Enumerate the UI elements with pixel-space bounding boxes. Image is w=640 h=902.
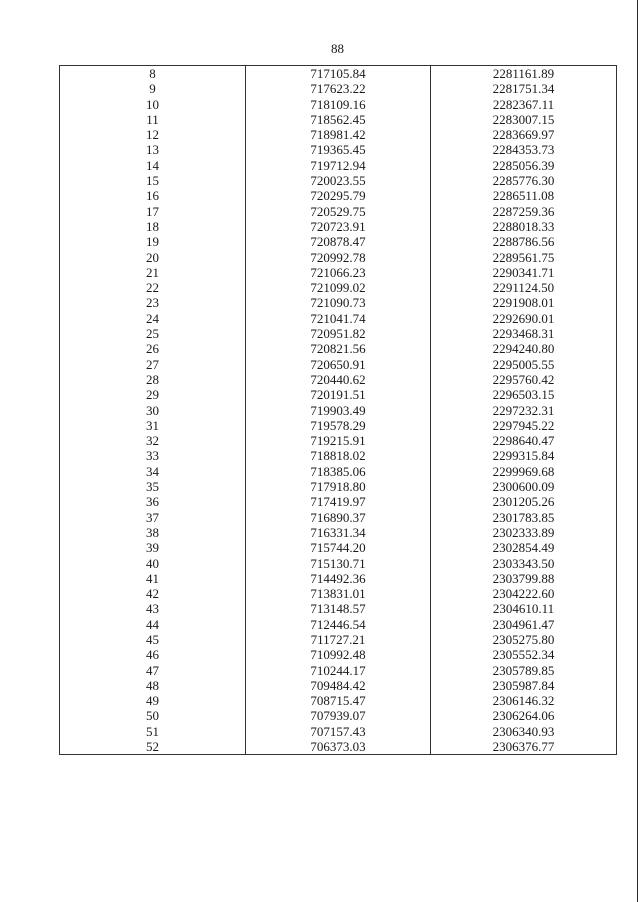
- point-number-cell: 32: [60, 433, 246, 448]
- point-number-cell: 49: [60, 693, 246, 708]
- point-number-cell: 12: [60, 127, 246, 142]
- table-row: [60, 188, 617, 203]
- y-coordinate-cell: 2282367.11: [431, 97, 617, 112]
- y-coordinate-cell: 2297232.31: [431, 403, 617, 418]
- x-coordinate-cell: 718981.42: [246, 127, 431, 142]
- table-row: [60, 433, 617, 448]
- x-coordinate-cell: 718818.02: [246, 448, 431, 463]
- x-coordinate-cell: 712446.54: [246, 617, 431, 632]
- y-coordinate-cell: 2297945.22: [431, 418, 617, 433]
- y-coordinate-cell: 2291124.50: [431, 280, 617, 295]
- y-coordinate-cell: 2285776.30: [431, 173, 617, 188]
- y-coordinate-cell: 2300600.09: [431, 479, 617, 494]
- x-coordinate-cell: 720878.47: [246, 234, 431, 249]
- point-number-cell: 10: [60, 97, 246, 112]
- x-coordinate-cell: 718109.16: [246, 97, 431, 112]
- page-number: 88: [331, 41, 344, 56]
- point-number-cell: 36: [60, 494, 246, 509]
- x-coordinate-cell: 721041.74: [246, 311, 431, 326]
- y-coordinate-cell: 2306376.77: [431, 739, 617, 755]
- x-coordinate-cell: 720723.91: [246, 219, 431, 234]
- y-coordinate-cell: 2285056.39: [431, 158, 617, 173]
- point-number-cell: 47: [60, 663, 246, 678]
- y-coordinate-cell: 2287259.36: [431, 204, 617, 219]
- point-number-cell: 43: [60, 601, 246, 616]
- y-coordinate-cell: 2288786.56: [431, 234, 617, 249]
- table-row: [60, 326, 617, 341]
- table-row: [60, 158, 617, 173]
- x-coordinate-cell: 720951.82: [246, 326, 431, 341]
- point-number-cell: 44: [60, 617, 246, 632]
- point-number-cell: 51: [60, 724, 246, 739]
- y-coordinate-cell: 2283669.97: [431, 127, 617, 142]
- point-number-cell: 33: [60, 448, 246, 463]
- table-row: [60, 295, 617, 310]
- point-number-cell: 18: [60, 219, 246, 234]
- x-coordinate-cell: 720650.91: [246, 357, 431, 372]
- y-coordinate-cell: 2295005.55: [431, 357, 617, 372]
- y-coordinate-cell: 2286511.08: [431, 188, 617, 203]
- table-row: [60, 678, 617, 693]
- x-coordinate-cell: 715744.20: [246, 540, 431, 555]
- y-coordinate-cell: 2299969.68: [431, 464, 617, 479]
- table-row: [60, 663, 617, 678]
- table-row: [60, 403, 617, 418]
- x-coordinate-cell: 707939.07: [246, 708, 431, 723]
- y-coordinate-cell: 2303799.88: [431, 571, 617, 586]
- y-coordinate-cell: 2293468.31: [431, 326, 617, 341]
- point-number-cell: 9: [60, 81, 246, 96]
- y-coordinate-cell: 2281161.89: [431, 66, 617, 82]
- table-row: [60, 280, 617, 295]
- table-row: [60, 127, 617, 142]
- point-number-cell: 20: [60, 250, 246, 265]
- x-coordinate-cell: 719365.45: [246, 142, 431, 157]
- x-coordinate-cell: 720295.79: [246, 188, 431, 203]
- x-coordinate-cell: 707157.43: [246, 724, 431, 739]
- point-number-cell: 23: [60, 295, 246, 310]
- x-coordinate-cell: 716331.34: [246, 525, 431, 540]
- y-coordinate-cell: 2302333.89: [431, 525, 617, 540]
- table-row: [60, 464, 617, 479]
- table-row: [60, 66, 617, 82]
- y-coordinate-cell: 2306146.32: [431, 693, 617, 708]
- point-number-cell: 22: [60, 280, 246, 295]
- table-row: [60, 556, 617, 571]
- x-coordinate-cell: 721090.73: [246, 295, 431, 310]
- y-coordinate-cell: 2304610.11: [431, 601, 617, 616]
- y-coordinate-cell: 2302854.49: [431, 540, 617, 555]
- point-number-cell: 42: [60, 586, 246, 601]
- table-row: [60, 540, 617, 555]
- table-row: [60, 341, 617, 356]
- point-number-cell: 17: [60, 204, 246, 219]
- x-coordinate-cell: 710992.48: [246, 647, 431, 662]
- x-coordinate-cell: 716890.37: [246, 510, 431, 525]
- table-row: [60, 617, 617, 632]
- y-coordinate-cell: 2284353.73: [431, 142, 617, 157]
- point-number-cell: 24: [60, 311, 246, 326]
- y-coordinate-cell: 2289561.75: [431, 250, 617, 265]
- table-row: [60, 708, 617, 723]
- point-number-cell: 25: [60, 326, 246, 341]
- y-coordinate-cell: 2288018.33: [431, 219, 617, 234]
- y-coordinate-cell: 2305552.34: [431, 647, 617, 662]
- x-coordinate-cell: 717918.80: [246, 479, 431, 494]
- y-coordinate-cell: 2305987.84: [431, 678, 617, 693]
- point-number-cell: 48: [60, 678, 246, 693]
- y-coordinate-cell: 2290341.71: [431, 265, 617, 280]
- y-coordinate-cell: 2295760.42: [431, 372, 617, 387]
- y-coordinate-cell: 2298640.47: [431, 433, 617, 448]
- y-coordinate-cell: 2306340.93: [431, 724, 617, 739]
- x-coordinate-cell: 714492.36: [246, 571, 431, 586]
- x-coordinate-cell: 708715.47: [246, 693, 431, 708]
- table-row: [60, 586, 617, 601]
- y-coordinate-cell: 2301205.26: [431, 494, 617, 509]
- point-number-cell: 28: [60, 372, 246, 387]
- table-row: [60, 234, 617, 249]
- coordinate-table: [59, 65, 617, 755]
- point-number-cell: 13: [60, 142, 246, 157]
- x-coordinate-cell: 720821.56: [246, 341, 431, 356]
- x-coordinate-cell: 720992.78: [246, 250, 431, 265]
- x-coordinate-cell: 719712.94: [246, 158, 431, 173]
- point-number-cell: 38: [60, 525, 246, 540]
- table-row: [60, 372, 617, 387]
- point-number-cell: 19: [60, 234, 246, 249]
- x-coordinate-cell: 719215.91: [246, 433, 431, 448]
- table-row: [60, 387, 617, 402]
- x-coordinate-cell: 717105.84: [246, 66, 431, 82]
- x-coordinate-cell: 715130.71: [246, 556, 431, 571]
- point-number-cell: 26: [60, 341, 246, 356]
- y-coordinate-cell: 2305275.80: [431, 632, 617, 647]
- x-coordinate-cell: 721066.23: [246, 265, 431, 280]
- y-coordinate-cell: 2304222.60: [431, 586, 617, 601]
- y-coordinate-cell: 2305789.85: [431, 663, 617, 678]
- point-number-cell: 50: [60, 708, 246, 723]
- point-number-cell: 40: [60, 556, 246, 571]
- x-coordinate-cell: 719578.29: [246, 418, 431, 433]
- y-coordinate-cell: 2283007.15: [431, 112, 617, 127]
- table-row: [60, 173, 617, 188]
- table-row: [60, 250, 617, 265]
- table-row: [60, 265, 617, 280]
- table-row: [60, 510, 617, 525]
- table-row: [60, 494, 617, 509]
- table-row: [60, 97, 617, 112]
- y-coordinate-cell: 2291908.01: [431, 295, 617, 310]
- point-number-cell: 8: [60, 66, 246, 82]
- y-coordinate-cell: 2306264.06: [431, 708, 617, 723]
- table-row: [60, 81, 617, 96]
- x-coordinate-cell: 720023.55: [246, 173, 431, 188]
- page-edge-line: [637, 0, 638, 902]
- table-row: [60, 311, 617, 326]
- point-number-cell: 46: [60, 647, 246, 662]
- table-row: [60, 219, 617, 234]
- x-coordinate-cell: 720440.62: [246, 372, 431, 387]
- point-number-cell: 15: [60, 173, 246, 188]
- x-coordinate-cell: 721099.02: [246, 280, 431, 295]
- table-row: [60, 357, 617, 372]
- table-row: [60, 571, 617, 586]
- x-coordinate-cell: 711727.21: [246, 632, 431, 647]
- x-coordinate-cell: 718385.06: [246, 464, 431, 479]
- point-number-cell: 11: [60, 112, 246, 127]
- x-coordinate-cell: 717419.97: [246, 494, 431, 509]
- table-row: [60, 632, 617, 647]
- x-coordinate-cell: 713831.01: [246, 586, 431, 601]
- point-number-cell: 29: [60, 387, 246, 402]
- y-coordinate-cell: 2281751.34: [431, 81, 617, 96]
- x-coordinate-cell: 717623.22: [246, 81, 431, 96]
- point-number-cell: 35: [60, 479, 246, 494]
- table-row: [60, 112, 617, 127]
- x-coordinate-cell: 720529.75: [246, 204, 431, 219]
- point-number-cell: 14: [60, 158, 246, 173]
- y-coordinate-cell: 2301783.85: [431, 510, 617, 525]
- x-coordinate-cell: 713148.57: [246, 601, 431, 616]
- x-coordinate-cell: 709484.42: [246, 678, 431, 693]
- point-number-cell: 31: [60, 418, 246, 433]
- point-number-cell: 34: [60, 464, 246, 479]
- x-coordinate-cell: 706373.03: [246, 739, 431, 755]
- point-number-cell: 41: [60, 571, 246, 586]
- point-number-cell: 30: [60, 403, 246, 418]
- x-coordinate-cell: 710244.17: [246, 663, 431, 678]
- y-coordinate-cell: 2303343.50: [431, 556, 617, 571]
- table-row: [60, 204, 617, 219]
- y-coordinate-cell: 2294240.80: [431, 341, 617, 356]
- y-coordinate-cell: 2304961.47: [431, 617, 617, 632]
- table-row: [60, 739, 617, 755]
- table-row: [60, 525, 617, 540]
- point-number-cell: 52: [60, 739, 246, 755]
- table-row: [60, 601, 617, 616]
- table-row: [60, 418, 617, 433]
- point-number-cell: 37: [60, 510, 246, 525]
- x-coordinate-cell: 718562.45: [246, 112, 431, 127]
- coordinate-table-body: [60, 66, 617, 755]
- y-coordinate-cell: 2296503.15: [431, 387, 617, 402]
- table-row: [60, 479, 617, 494]
- table-row: [60, 693, 617, 708]
- point-number-cell: 45: [60, 632, 246, 647]
- y-coordinate-cell: 2299315.84: [431, 448, 617, 463]
- table-row: [60, 647, 617, 662]
- table-row: [60, 724, 617, 739]
- point-number-cell: 16: [60, 188, 246, 203]
- table-row: [60, 448, 617, 463]
- point-number-cell: 21: [60, 265, 246, 280]
- table-row: [60, 142, 617, 157]
- point-number-cell: 39: [60, 540, 246, 555]
- point-number-cell: 27: [60, 357, 246, 372]
- x-coordinate-cell: 720191.51: [246, 387, 431, 402]
- x-coordinate-cell: 719903.49: [246, 403, 431, 418]
- y-coordinate-cell: 2292690.01: [431, 311, 617, 326]
